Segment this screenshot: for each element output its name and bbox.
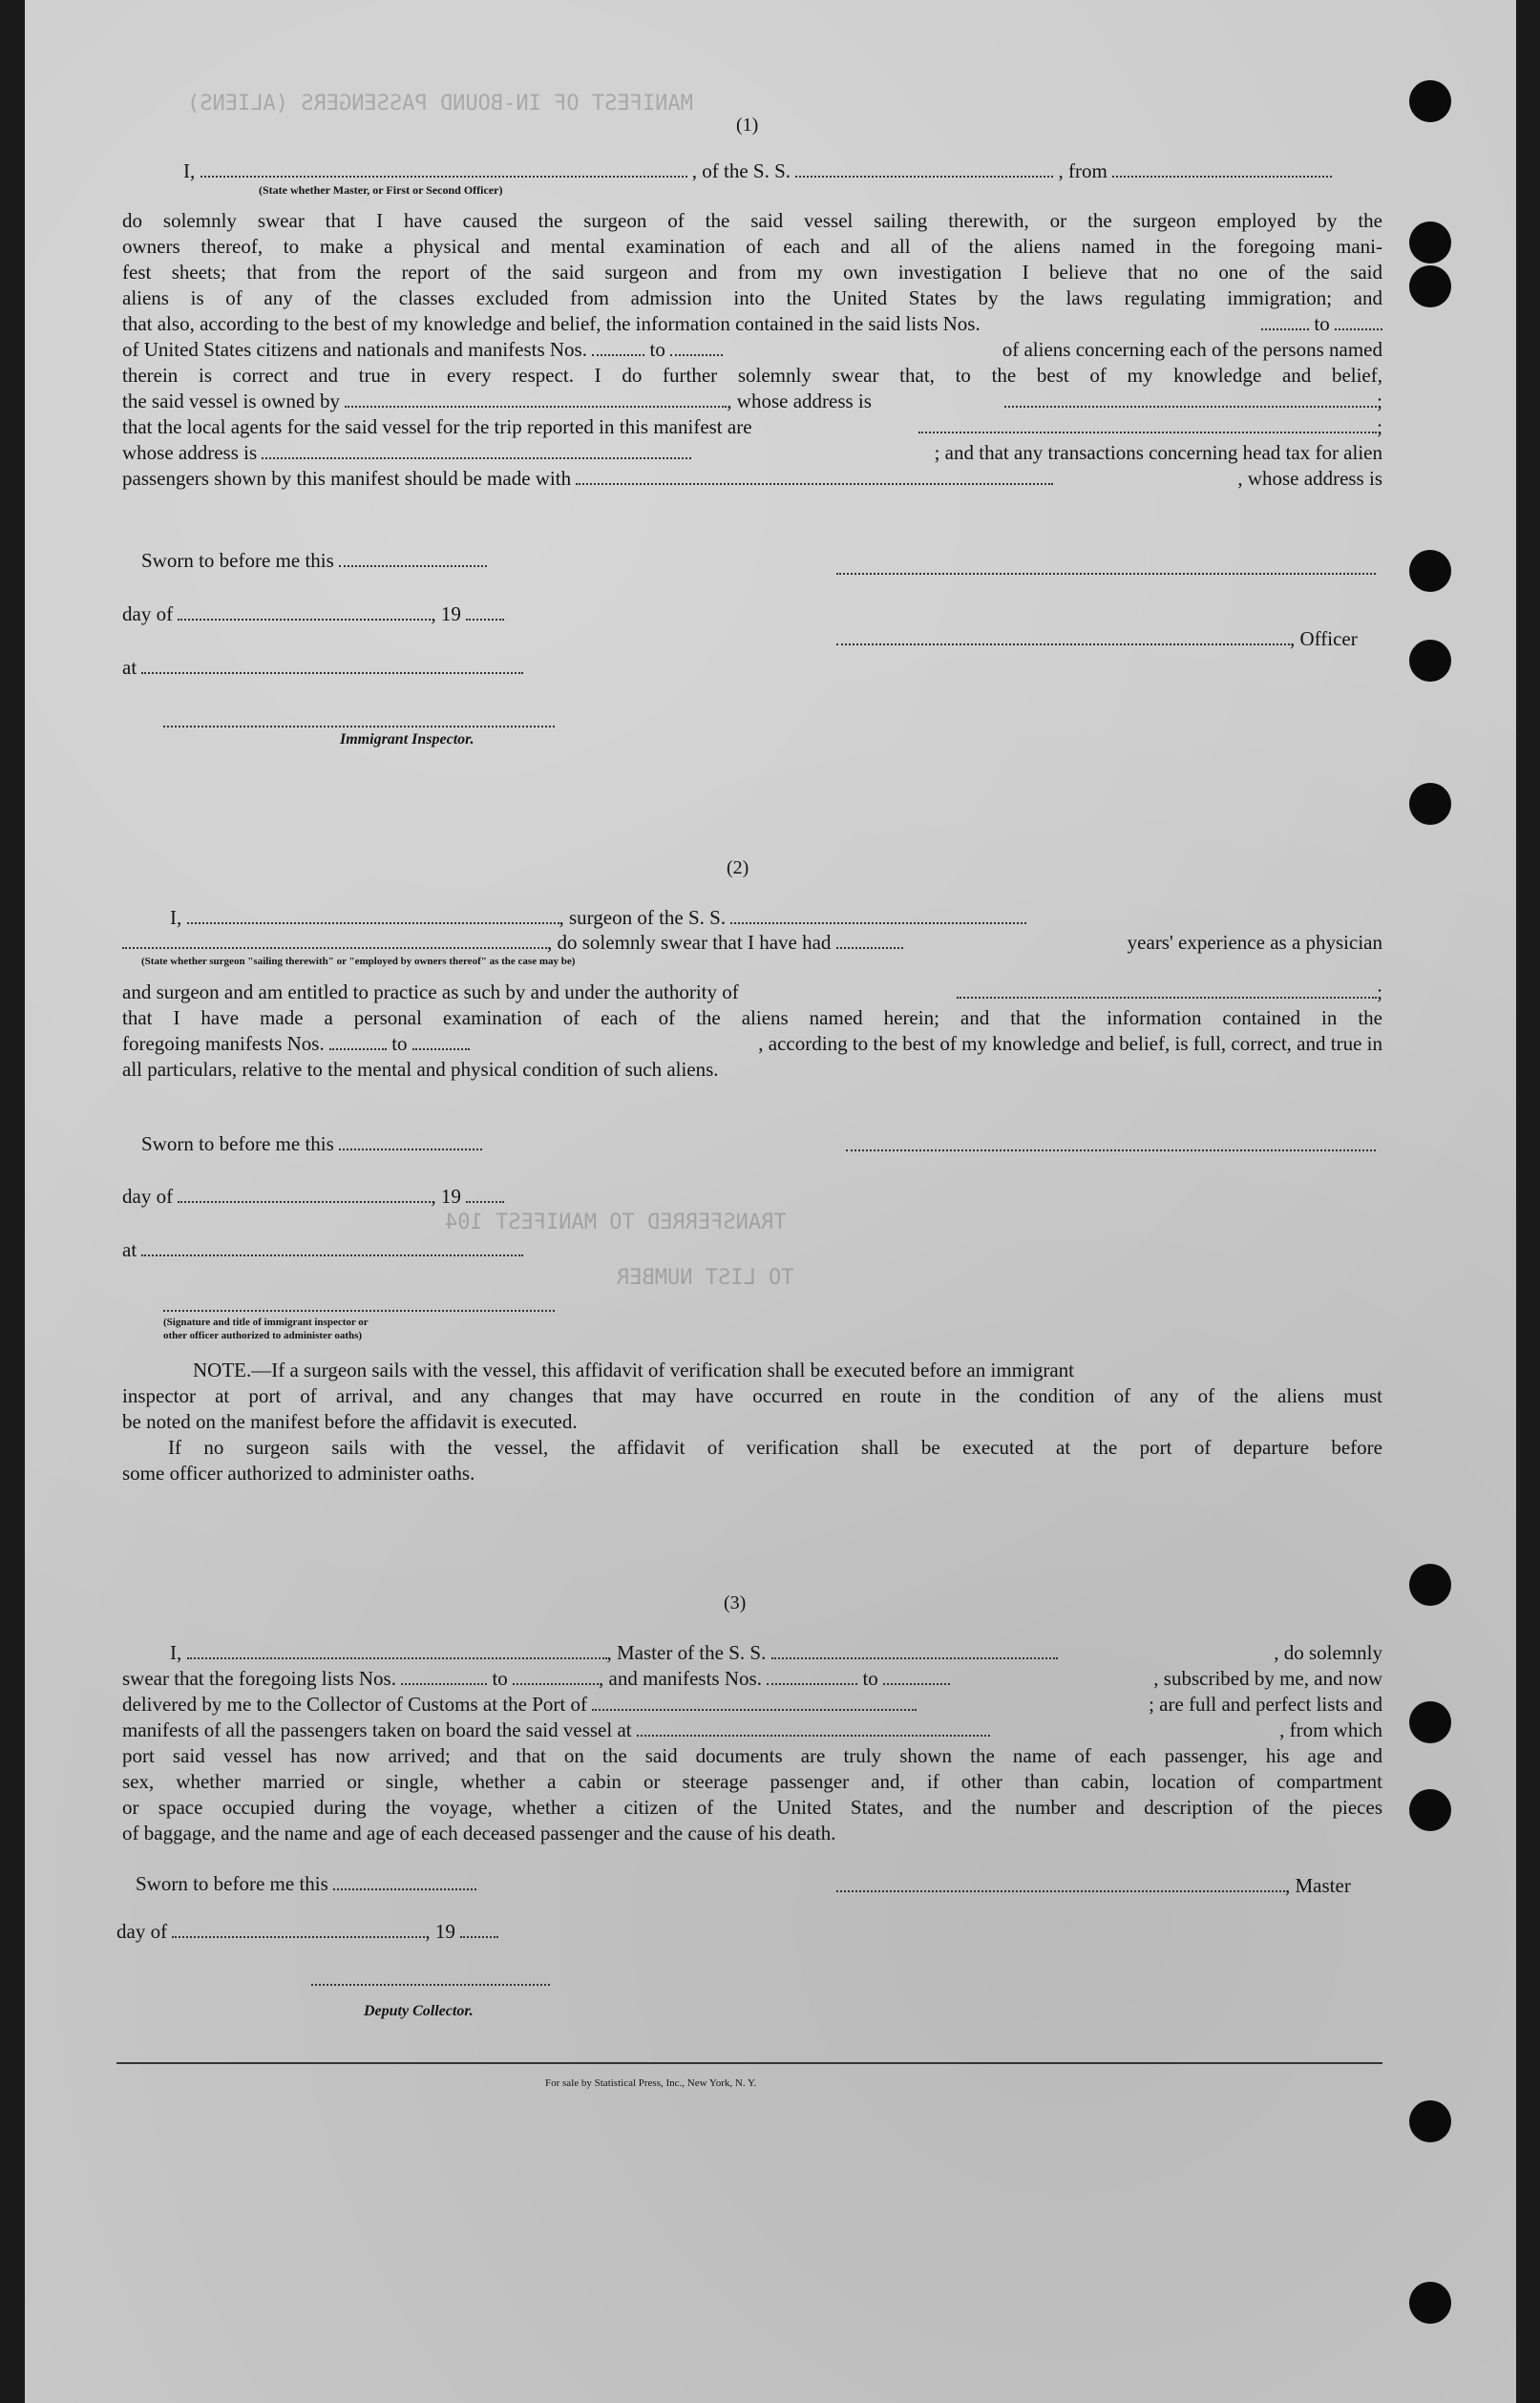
punch-hole	[1409, 80, 1451, 122]
body-line: that I have made a personal examination of each of the aliens named herein; and that the information contained in the	[122, 1006, 1382, 1029]
body-line: do solemnly swear that I have caused the surgeon of the said vessel sailing therewith, or the surgeon employed by the	[122, 209, 1382, 232]
body-line: I, , Master of the S. S. , do solemnly	[170, 1641, 1382, 1664]
label: I,	[183, 159, 196, 182]
punch-hole	[1409, 265, 1451, 307]
label: , from	[1058, 159, 1108, 182]
bleed-through-line: TRANSFERRED TO MANIFEST 104	[445, 1211, 787, 1234]
bleed-through-line: TO LIST NUMBER	[617, 1266, 794, 1290]
note-line: NOTE.—If a surgeon sails with the vessel, this affidavit of verification shall be executed before an immigrant	[193, 1359, 1074, 1381]
footer-rule	[116, 2062, 1382, 2064]
label: , of the S. S.	[691, 159, 791, 182]
punch-hole	[1409, 550, 1451, 592]
section2-body	[122, 980, 1382, 1083]
body-line: sex, whether married or single, whether a cabin or steerage passenger and, if other than cabin, location of compartment	[122, 1770, 1382, 1793]
officer-label: , Officer	[836, 626, 1358, 652]
body-line: the said vessel is owned by , whose address is ;	[122, 390, 1382, 412]
deputy-collector-caption: Deputy Collector.	[364, 2003, 474, 2019]
immigrant-inspector-caption: Immigrant Inspector.	[340, 731, 475, 748]
body-line: port said vessel has now arrived; and that on the said documents are truly shown the name of each passenger, his age and	[122, 1744, 1382, 1767]
sworn-label: Sworn to before me this	[136, 1871, 476, 1897]
punch-hole	[1409, 221, 1451, 263]
bleed-through-header: MANIFEST OF IN-BOUND PASSENGERS (ALIENS)	[187, 92, 693, 116]
note-line: some officer authorized to administer oaths.	[122, 1462, 475, 1485]
punch-hole	[1409, 2282, 1451, 2324]
section2-line2: , do solemnly swear that I have had years' experience as a physician	[122, 930, 1382, 956]
signature-line	[311, 1984, 550, 1986]
state-whether-note: (State whether Master, or First or Second Officer)	[259, 183, 503, 197]
section-number-2: (2)	[727, 857, 749, 878]
section1-body	[122, 208, 1382, 492]
printer-imprint: For sale by Statistical Press, Inc., New York, N. Y.	[545, 2077, 757, 2089]
day-of-label: day of , 19	[116, 1919, 498, 1945]
section2-line1: I, , surgeon of the S. S.	[170, 905, 1026, 931]
section1-intro	[183, 158, 1332, 184]
punch-hole	[1409, 2100, 1451, 2142]
body-line: that also, according to the best of my knowledge and belief, the information contained in the said lists Nos. to	[122, 311, 1382, 337]
note-block	[122, 1358, 1382, 1486]
body-line: or space occupied during the voyage, whether a citizen of the United States, and the number and description of the pieces	[122, 1796, 1382, 1819]
manifest-verification-sheet	[25, 0, 1516, 2403]
body-line: of baggage, and the name and age of each deceased passenger and the cause of his death.	[122, 1822, 836, 1844]
note-line: inspector at port of arrival, and any changes that may have occurred en route in the condition of any of the aliens must	[122, 1384, 1382, 1407]
punch-hole	[1409, 1564, 1451, 1606]
punch-hole	[1409, 640, 1451, 682]
signature-caption: (Signature and title of immigrant inspector or other officer authorized to administer oaths)	[163, 1317, 369, 1341]
note-line: If no surgeon sails with the vessel, the affidavit of verification shall be executed at the port of departure before	[168, 1436, 1382, 1459]
note-line: be noted on the manifest before the affidavit is executed.	[122, 1410, 578, 1433]
body-line: swear that the foregoing lists Nos. to , and manifests Nos. to , subscribed by me, and now	[122, 1667, 1382, 1690]
punch-hole	[1409, 783, 1451, 825]
body-line: owners thereof, to make a physical and mental examination of each and all of the aliens named in the foregoing mani-	[122, 235, 1382, 258]
body-line: delivered by me to the Collector of Customs at the Port of ; are full and perfect lists and	[122, 1693, 1382, 1716]
body-line: whose address is ; and that any transactions concerning head tax for alien	[122, 441, 1382, 464]
body-line: therein is correct and true in every respect. I do further solemnly swear that, to the best of my knowledge and belief,	[122, 364, 1382, 387]
body-line: that the local agents for the said vessel for the trip reported in this manifest are ;	[122, 415, 1382, 438]
body-line: and surgeon and am entitled to practice as such by and under the authority of ;	[122, 980, 1382, 1003]
body-line: fest sheets; that from the report of the said surgeon and from my own investigation I believe that no one of the said	[122, 261, 1382, 284]
at-label: at	[122, 655, 523, 681]
body-line: manifests of all the passengers taken on board the said vessel at , from which	[122, 1718, 1382, 1741]
day-of-label: day of , 19	[122, 1184, 504, 1210]
punch-hole	[1409, 1701, 1451, 1743]
section-number-3: (3)	[724, 1592, 747, 1613]
day-of-label: day of , 19	[122, 601, 504, 627]
body-line: passengers shown by this manifest should be made with , whose address is	[122, 467, 1382, 490]
body-line: aliens is of any of the classes excluded from admission into the United States by the laws regulating immigration; and	[122, 286, 1382, 309]
master-label: , Master	[836, 1873, 1351, 1899]
sworn-label: Sworn to before me this	[141, 548, 487, 574]
signature-line	[163, 726, 555, 727]
at-label: at	[122, 1237, 523, 1263]
punch-hole	[1409, 1789, 1451, 1831]
surgeon-signature-line	[846, 1149, 1376, 1151]
section3-body	[122, 1640, 1382, 1846]
master-signature-line	[836, 573, 1376, 575]
body-line: foregoing manifests Nos. to , according to the best of my knowledge and belief, is full, correct, and true in	[122, 1032, 1382, 1055]
signature-line	[163, 1310, 555, 1312]
section-number-1: (1)	[736, 115, 759, 136]
sworn-label: Sworn to before me this	[141, 1131, 482, 1157]
surgeon-state-note: (State whether surgeon "sailing therewith" or "employed by owners thereof" as the case may be)	[141, 956, 576, 967]
body-line: all particulars, relative to the mental and physical condition of such aliens.	[122, 1058, 719, 1081]
body-line: of United States citizens and nationals and manifests Nos. to of aliens concerning each of the persons named	[122, 338, 1382, 361]
